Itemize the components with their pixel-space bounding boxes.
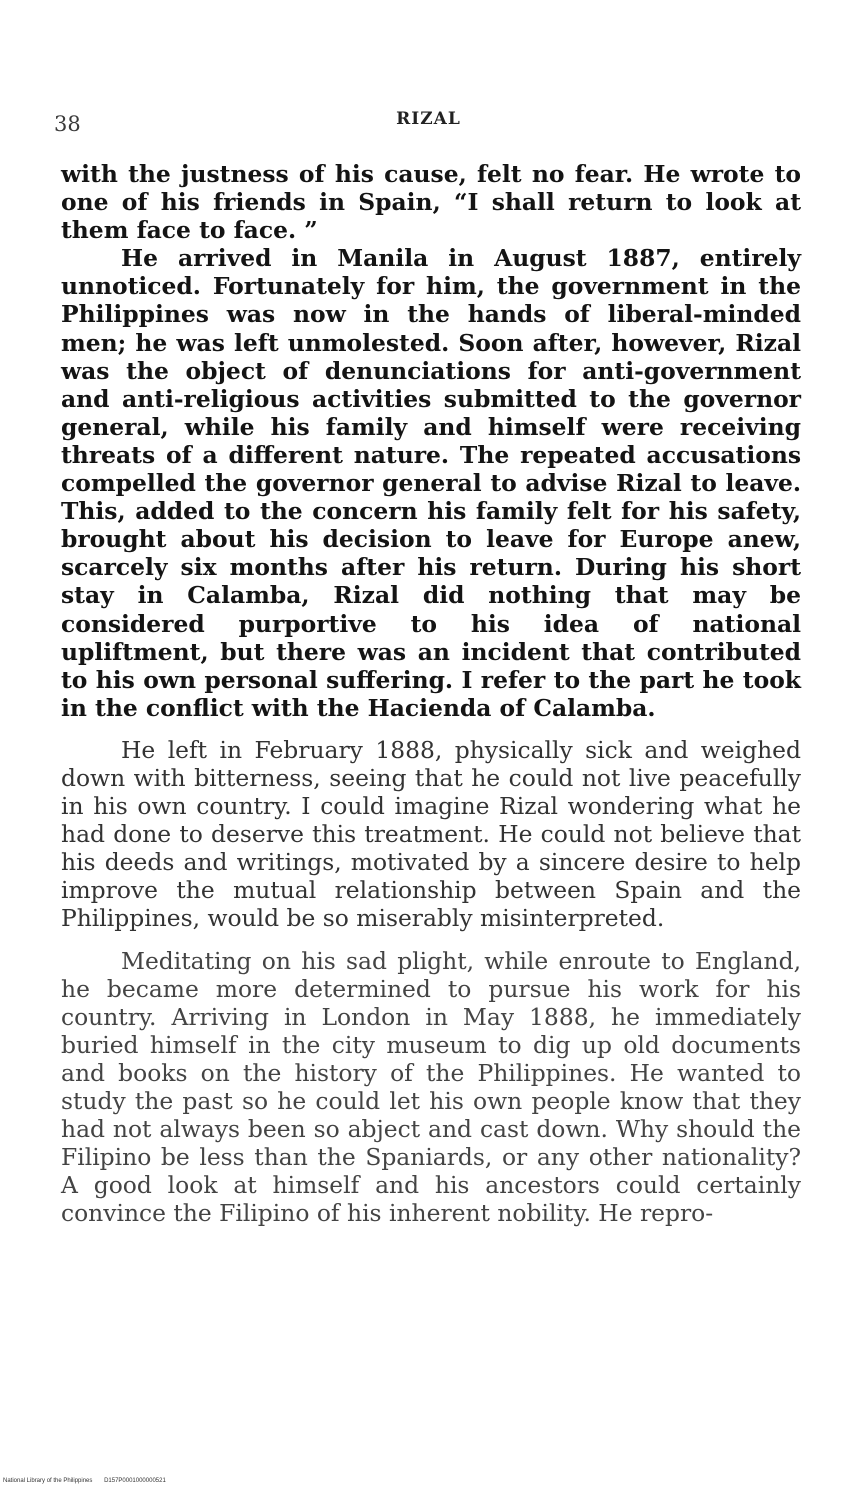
- body-text: [61, 160, 801, 1227]
- page-number: 38: [54, 112, 81, 136]
- running-head: RIZAL: [396, 109, 461, 129]
- footer-record-id: D157P0001000000521: [104, 1478, 166, 1484]
- paragraph-4: Meditating on his sad plight, while enroute to England, he became more determined to pursue his work for his country. Arriving in London in May 1888, he immediately buried himself in the city museum to dig up old documents and books on the history of the Philippines. He wanted to study the past so he could let his own people know that they had not always been so abject and cast down. Why should the Filipino be less than the Spaniards, or any other nationality? A good look at himself and his ancestors could certainly convince the Filipino of his inherent nobility. He repro-: [61, 946, 801, 1228]
- paragraph-3: He left in February 1888, physically sick and weighed down with bitterness, seeing that he could not live peacefully in his own country. I could imagine Rizal wondering what he had done to deserve this treatment. He could not believe that his deeds and writings, motivated by a sincere desire to help improve the mutual relationship between Spain and the Philippines, would be so miserably misinterpreted.: [61, 735, 801, 933]
- paragraph-1: with the justness of his cause, felt no fear. He wrote to one of his friends in Spain, “I shall return to look at them face to face. ”: [61, 160, 801, 245]
- paragraph-2: He arrived in Manila in August 1887, entirely unnoticed. Fortunately for him, the government in the Philippines was now in the hands of liberal-minded men; he was left unmolested. Soon after, however, Rizal was the object of denunciations for anti-government and anti-religious activities submitted to the governor general, while his family and himself were receiving threats of a different nature. The repeated accusations compelled the governor general to advise Rizal to leave. This, added to the concern his family felt for his safety, brought about his decision to leave for Europe anew, scarcely six months after his return. During his short stay in Calamba, Rizal did nothing that may be considered purportive to his idea of national upliftment, but there was an incident that contributed to his own personal suffering. I refer to the part he took in the conflict with the Hacienda of Calamba.: [61, 244, 801, 722]
- footer-library: National Library of the Philippines: [3, 1478, 93, 1484]
- page-footer: [3, 1478, 166, 1484]
